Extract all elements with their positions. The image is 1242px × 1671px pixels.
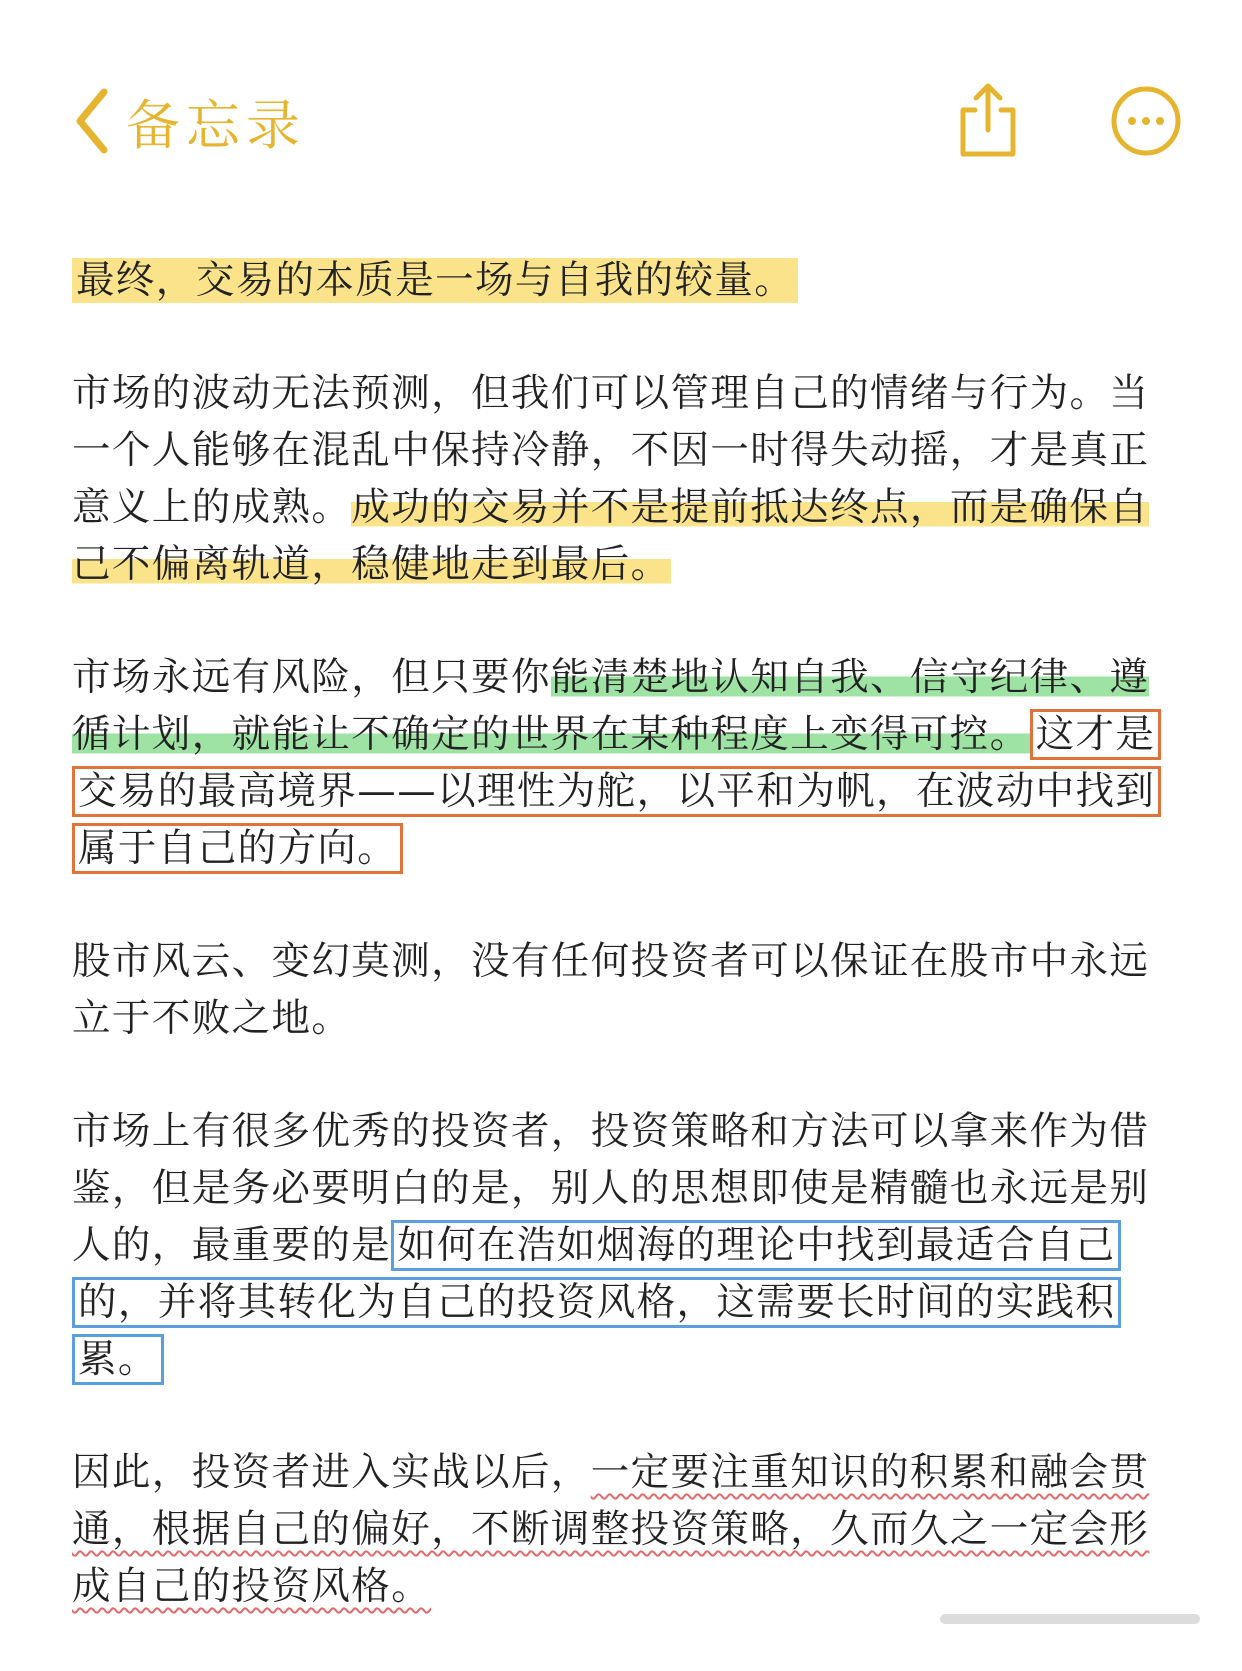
- blue-boxed-text: 如何在浩如烟海的理论中找到最适合自己的，并将其转化为自己的投资风格，这需要长时间的实践积累。: [72, 1220, 1121, 1385]
- chevron-left-icon: [72, 86, 112, 156]
- note-paragraph-2: [72, 365, 1176, 593]
- spellcheck-underlined-text: 一定要注重知识的积累和融会贯通，根据自己的偏好，不断调整投资策略，久而久之一定会形成自己的投资风格。: [72, 1450, 1150, 1609]
- note-paragraph-4: [72, 933, 1176, 1047]
- share-icon[interactable]: [955, 80, 1021, 160]
- note-body[interactable]: [72, 252, 1176, 1671]
- paragraph-text: 市场的波动无法预测，但我们可以管理自己的情绪与行为。当一个人能够在混乱中保持冷静，不因一时得失动摇，才是真正意义上的成熟。: [72, 371, 1150, 530]
- note-paragraph-6: [72, 1444, 1176, 1615]
- paragraph-text: 因此，投资者进入实战以后，: [72, 1450, 591, 1495]
- note-paragraph-3: [72, 649, 1176, 877]
- back-label: 备忘录: [126, 93, 306, 157]
- ellipsis-circle-icon[interactable]: [1110, 85, 1182, 157]
- orange-boxed-text: 这才是交易的最高境界——以理性为舵，以平和为帆，在波动中找到属于自己的方向。: [72, 709, 1161, 874]
- note-paragraph-5: [72, 1103, 1176, 1388]
- paragraph-text: 市场上有很多优秀的投资者，投资策略和方法可以拿来作为借鉴，但是务必要明白的是，别人的思想即使是精髓也永远是别人的，最重要的是: [72, 1109, 1150, 1268]
- nav-bar: [0, 0, 1242, 200]
- green-highlight: 能清楚地认知自我、信守纪律、遵循计划，就能让不确定的世界在某种程度上变得可控。: [72, 655, 1150, 757]
- yellow-highlight: 成功的交易并不是提前抵达终点，而是确保自己不偏离轨道，稳健地走到最后。: [72, 485, 1150, 587]
- back-button[interactable]: [72, 86, 306, 156]
- note-paragraph-1: [72, 252, 1176, 309]
- yellow-highlight: 最终，交易的本质是一场与自我的较量。: [72, 258, 798, 303]
- paragraph-text: 股市风云、变幻莫测，没有任何投资者可以保证在股市中永远立于不败之地。: [72, 939, 1150, 1041]
- home-indicator: [940, 1614, 1200, 1624]
- paragraph-text: 市场永远有风险，但只要你: [72, 655, 551, 700]
